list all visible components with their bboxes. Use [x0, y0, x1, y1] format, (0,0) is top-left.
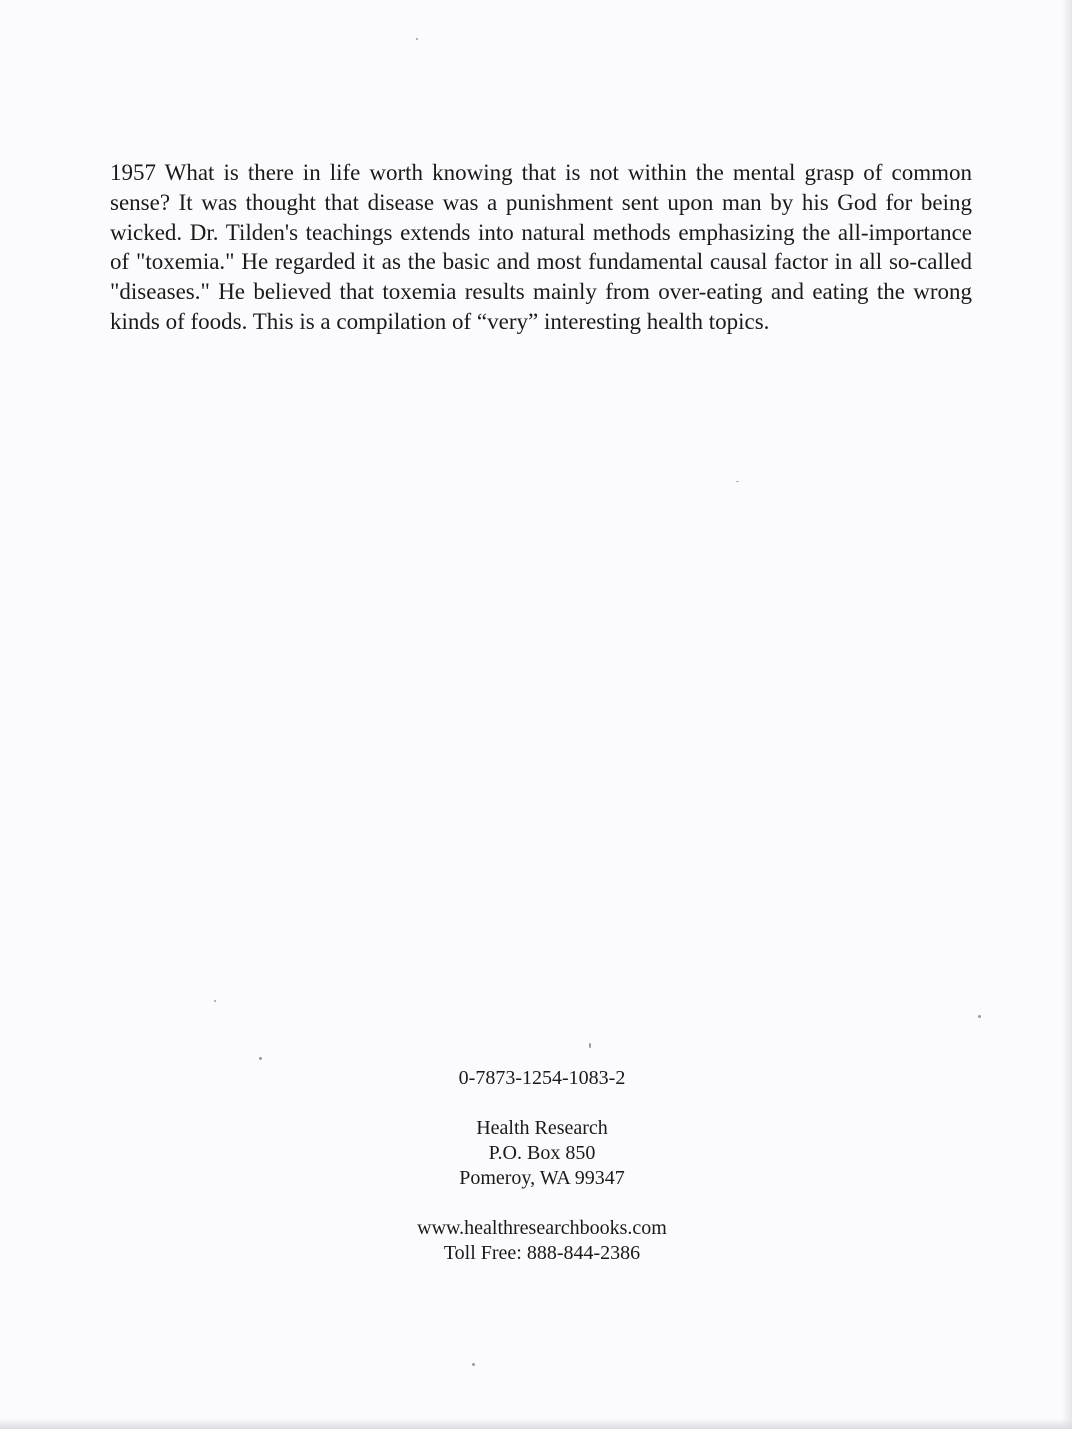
publisher-city: Pomeroy, WA 99347: [459, 1167, 625, 1189]
paper-speck: [978, 1015, 981, 1018]
paper-speck: [416, 38, 418, 40]
publisher-colophon: [342, 1066, 742, 1266]
paper-speck: [736, 481, 739, 482]
publisher-name: Health Research: [476, 1117, 608, 1139]
publisher-website: www.healthresearchbooks.com: [417, 1217, 667, 1239]
paper-speck: [259, 1057, 262, 1060]
paper-speck: [472, 1363, 475, 1366]
book-description: 1957 What is there in life worth knowing that is not within the mental grasp of common sense? It was thought that disease was a punishment sent upon man by his God for being wicked. Dr. Tilden's teachings extends into natural methods emphasizing the all-importance of "toxemia." He regarded it as the basic and most fundamental causal factor in all so-called "diseases." He believed that toxemia results mainly from over-eating and eating the wrong kinds of foods. This is a compilation of “very” interesting health topics.: [110, 160, 972, 334]
publisher-po-box: P.O. Box 850: [488, 1142, 596, 1164]
toll-free-number: Toll Free: 888-844-2386: [443, 1242, 641, 1264]
paper-speck: [589, 1043, 591, 1048]
isbn: 0-7873-1254-1083-2: [458, 1067, 626, 1089]
paper-speck: [214, 1000, 216, 1002]
